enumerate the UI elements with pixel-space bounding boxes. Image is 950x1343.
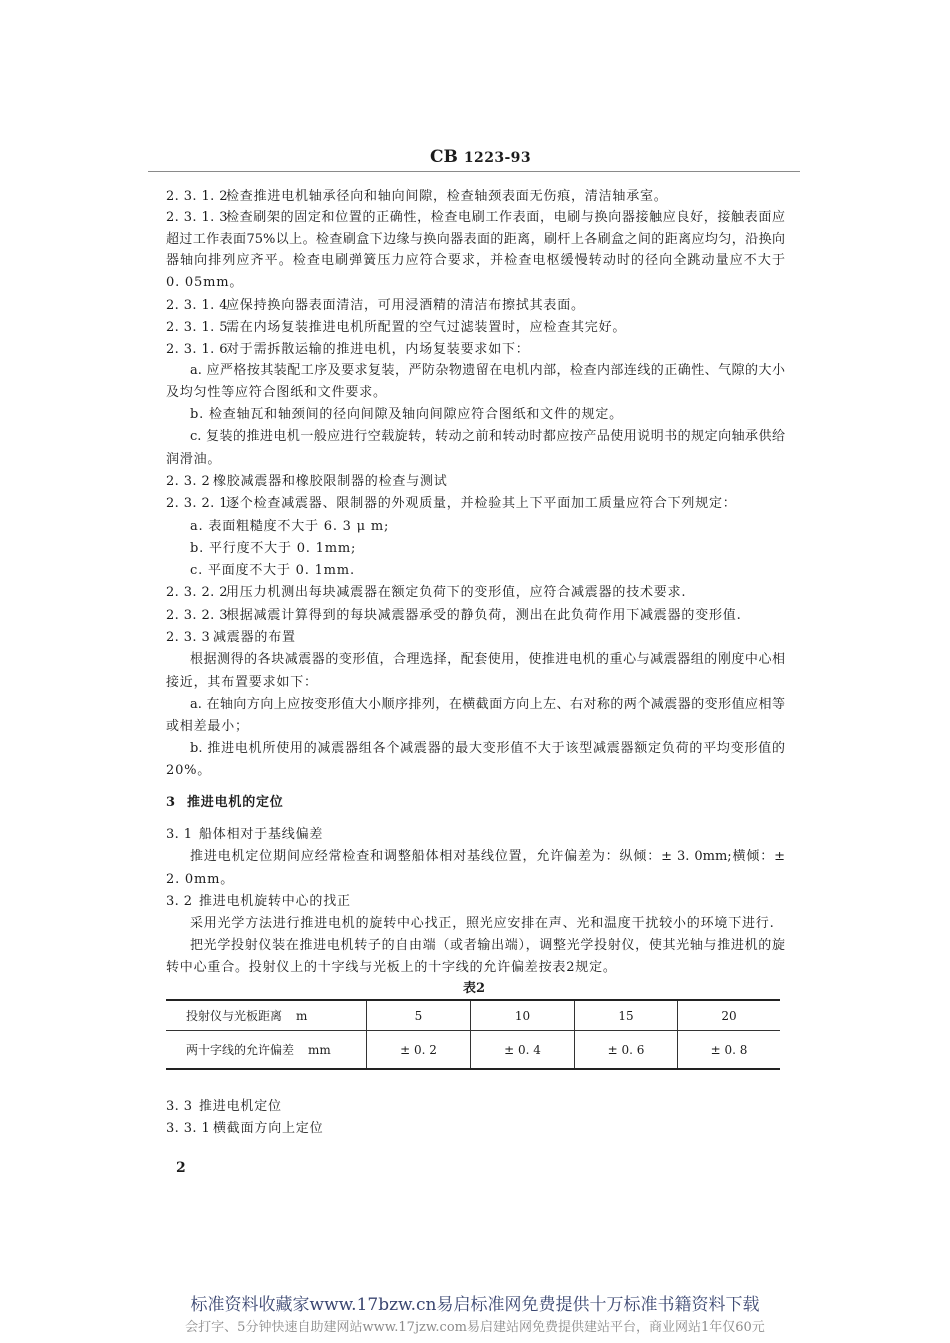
- text-line: 2. 0mm。: [166, 872, 235, 887]
- clause-2-3-1-2: [166, 189, 668, 205]
- row-unit: m: [296, 1009, 308, 1023]
- clause-text: 推进电机定位: [199, 1099, 282, 1114]
- row-label-text: 投射仪与光板距离: [186, 1009, 283, 1023]
- list-item: b. 检查轴瓦和轴颈间的径向间隙及轴向间隙应符合图纸和文件的规定。: [190, 407, 623, 422]
- clause-number: 3. 2: [166, 894, 193, 909]
- clause-2-3-2: [166, 474, 448, 490]
- table-row: [166, 1000, 780, 1031]
- table-cell: 15: [575, 1000, 678, 1031]
- clause-2-3-1-3: [166, 210, 785, 226]
- clause-number: 2. 3. 1. 3: [166, 210, 228, 225]
- clause-number: 3. 3. 1: [166, 1121, 211, 1136]
- clause-3-3: [166, 1099, 282, 1115]
- list-item: a. 表面粗糙度不大于 6. 3 μ m;: [190, 519, 390, 534]
- clause-2-3-2-1: [166, 496, 737, 512]
- page-number: 2: [176, 1160, 186, 1176]
- clause-text: 橡胶减震器和橡胶限制器的检查与测试: [213, 474, 448, 489]
- table-cell: ± 0. 2: [367, 1031, 471, 1070]
- clause-3-1: [166, 827, 323, 843]
- clause-3-3-1: [166, 1121, 323, 1137]
- standard-code-prefix: CB: [430, 147, 458, 167]
- clause-number: 2. 3. 1. 2: [166, 189, 228, 204]
- clause-text: 用压力机测出每块减震器在额定负荷下的变形值，应符合减震器的技术要求.: [226, 585, 687, 600]
- text-line: 把光学投射仪装在推进电机转子的自由端（或者输出端），调整光学投射仪，使其光轴与推进机的旋: [190, 938, 785, 953]
- clause-2-3-3: [166, 630, 296, 646]
- list-item: c. 平面度不大于 0. 1mm.: [190, 563, 355, 578]
- text-line: 或相差最小；: [166, 719, 249, 734]
- clause-number: 2. 3. 2. 2: [166, 585, 228, 600]
- clause-number: 2. 3. 2. 3: [166, 608, 228, 623]
- list-item: b. 平行度不大于 0. 1mm;: [190, 541, 357, 556]
- clause-2-3-1-5: [166, 320, 626, 336]
- row-label: [166, 1031, 367, 1070]
- clause-number: 2. 3. 2: [166, 474, 211, 489]
- text-line: 采用光学方法进行推进电机的旋转中心找正，照光应安排在声、光和温度干扰较小的环境下进行.: [190, 916, 775, 931]
- clause-number: 2. 3. 3: [166, 630, 211, 645]
- footer-ad-text: 会打字、5分钟快速自助建网站www.17jzw.com易启建站网免费提供建站平台，商业网站1年仅60元: [185, 1320, 765, 1335]
- list-item: c. 复装的推进电机一般应进行空载旋转，转动之前和转动时都应按产品使用说明书的规定向轴承供给: [190, 429, 785, 444]
- clause-text: 检查刷架的固定和位置的正确性，检查电刷工作表面，电刷与换向器接触应良好，接触表面应: [226, 210, 785, 225]
- page-header: [430, 147, 531, 168]
- table-cell: ± 0. 6: [575, 1031, 678, 1070]
- row-label: [166, 1000, 367, 1031]
- clause-number: 2. 3. 1. 5: [166, 320, 228, 335]
- text-line: 超过工作表面75%以上。检查刷盒下边缘与换向器表面的距离，刷杆上各刷盒之间的距离应均匀，沿换向: [166, 232, 785, 247]
- clause-text: 逐个检查减震器、限制器的外观质量，并检验其上下平面加工质量应符合下列规定：: [226, 496, 737, 511]
- text-line: 0. 05mm。: [166, 275, 244, 290]
- clause-number: 3. 1: [166, 827, 193, 842]
- table-cell: ± 0. 8: [678, 1031, 781, 1070]
- text-line: 转中心重合。投射仪上的十字线与光板上的十字线的允许偏差按表2规定。: [166, 960, 617, 975]
- clause-number: 3. 3: [166, 1099, 193, 1114]
- clause-text: 推进电机旋转中心的找正: [199, 894, 351, 909]
- clause-text: 应保持换向器表面清洁，可用浸酒精的清洁布擦拭其表面。: [226, 298, 585, 313]
- text-line: 及均匀性等应符合图纸和文件要求。: [166, 385, 387, 400]
- clause-text: 需在内场复装推进电机所配置的空气过滤装置时，应检查其完好。: [226, 320, 627, 335]
- clause-text: 根据减震计算得到的每块减震器承受的静负荷，测出在此负荷作用下减震器的变形值.: [226, 608, 742, 623]
- clause-text: 检查推进电机轴承径向和轴向间隙，检查轴颈表面无伤痕，清洁轴承室。: [226, 189, 668, 204]
- clause-number: 2. 3. 1. 6: [166, 342, 228, 357]
- clause-2-3-2-3: [166, 608, 742, 624]
- list-item: a. 应严格按其装配工序及要求复装，严防杂物遗留在电机内部，检查内部连线的正确性、气隙的大小: [190, 363, 785, 378]
- clause-text: 对于需拆散运输的推进电机，内场复装要求如下：: [226, 342, 530, 357]
- text-line: 器轴向排列应齐平。检查电刷弹簧压力应符合要求，并检查电枢缓慢转动时的径向全跳动量应不大于: [166, 253, 785, 268]
- table-cell: 10: [471, 1000, 575, 1031]
- text-line: 接近，其布置要求如下：: [166, 675, 318, 690]
- clause-2-3-1-6: [166, 342, 530, 358]
- clause-text: 船体相对于基线偏差: [199, 827, 324, 842]
- table-cell: 5: [367, 1000, 471, 1031]
- text-line: 20%。: [166, 763, 212, 778]
- footer-watermark: 标准资料收藏家www.17bzw.cn易启标准网免费提供十万标准书籍资料下载: [190, 1295, 760, 1315]
- list-item: a. 在轴向方向上应按变形值大小顺序排列，在横截面方向上左、右对称的两个减震器的变形值应相等: [190, 697, 785, 712]
- table-cell: ± 0. 4: [471, 1031, 575, 1070]
- section-number: 3: [166, 795, 176, 810]
- standard-number: 1223-93: [463, 150, 531, 166]
- table-cell: 20: [678, 1000, 781, 1031]
- table-caption: 表2: [463, 981, 486, 996]
- clause-2-3-1-4: [166, 298, 585, 314]
- table-row: [166, 1031, 780, 1070]
- clause-text: 横截面方向上定位: [213, 1121, 324, 1136]
- section-title: 推进电机的定位: [187, 795, 284, 810]
- clause-text: 减震器的布置: [213, 630, 296, 645]
- row-unit: mm: [308, 1043, 331, 1057]
- clause-3-2: [166, 894, 351, 910]
- text-line: 润滑油。: [166, 452, 222, 467]
- text-line: 推进电机定位期间应经常检查和调整船体相对基线位置，允许偏差为：纵倾：± 3. 0mm;横倾：±: [190, 849, 785, 864]
- clause-number: 2. 3. 1. 4: [166, 298, 228, 313]
- text-line: 根据测得的各块减震器的变形值，合理选择，配套使用，使推进电机的重心与减震器组的刚度中心相: [190, 652, 785, 667]
- row-label-text: 两十字线的允许偏差: [186, 1043, 295, 1057]
- clause-number: 2. 3. 2. 1: [166, 496, 228, 511]
- header-rule: [148, 171, 800, 172]
- section-3-heading: [166, 795, 284, 811]
- clause-2-3-2-2: [166, 585, 686, 601]
- list-item: b. 推进电机所使用的减震器组各个减震器的最大变形值不大于该型减震器额定负荷的平均变形值的: [190, 741, 785, 756]
- table-2: [166, 999, 780, 1070]
